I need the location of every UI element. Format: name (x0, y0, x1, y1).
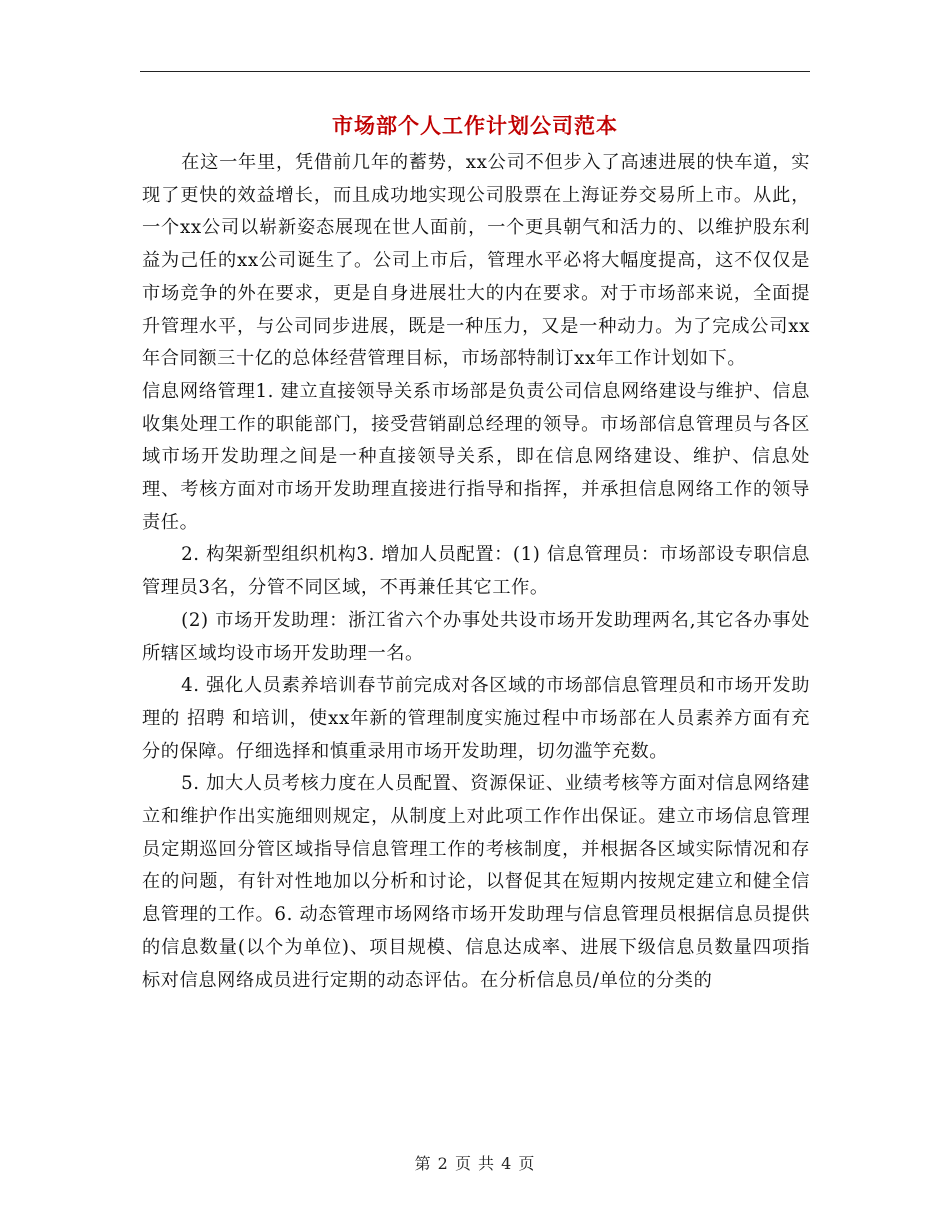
header-rule (140, 71, 810, 72)
paragraph-organization: 2. 构架新型组织机构3. 增加人员配置：(1) 信息管理员：市场部设专职信息管理员3名，分管不同区域，不再兼任其它工作。 (142, 544, 810, 599)
paragraph-network-management: 信息网络管理1. 建立直接领导关系市场部是负责公司信息网络建设与维护、信息收集处理工作的职能部门，接受营销副总经理的领导。市场部信息管理员与各区域市场开发助理之间是一种直接领导关系，即在信息网络建设、维护、信息处理、考核方面对市场开发助理直接进行指导和指挥，并承担信息网络工作的领导责任。 (142, 380, 810, 533)
paragraph-assessment: 5. 加大人员考核力度在人员配置、资源保证、业绩考核等方面对信息网络建立和维护作出实施细则规定，从制度上对此项工作作出保证。建立市场信息管理员定期巡回分管区域指导信息管理工作的考核制度，并根据各区域实际情况和存在的问题，有针对性地加以分析和讨论，以督促其在短期内按规定建立和健全信息管理的工作。6. 动态管理市场网络市场开发助理与信息管理员根据信息员提供的信息数量(以个为单位)、项目规模、信息达成率、进展下级信息员数量四项指标对信息网络成员进行定期的动态评估。在分析信息员/单位的分类的 (142, 773, 810, 991)
paragraph-market-assistant: (2) 市场开发助理：浙江省六个办事处共设市场开发助理两名,其它各办事处所辖区域均设市场开发助理一名。 (142, 609, 810, 664)
document-body (142, 147, 810, 997)
page-number-footer: 第 2 页 共 4 页 (414, 1154, 536, 1173)
paragraph-intro: 在这一年里，凭借前几年的蓄势，xx公司不但步入了高速进展的快车道，实现了更快的效益增长，而且成功地实现公司股票在上海证券交易所上市。从此，一个xx公司以崭新姿态展现在世人面前，一个更具朝气和活力的、以维护股东利益为己任的xx公司诞生了。公司上市后，管理水平必将大幅度提高，这不仅仅是市场竞争的外在要求，更是自身进展壮大的内在要求。对于市场部来说，全面提升管理水平，与公司同步进展，既是一种压力，又是一种动力。为了完成公司xx年合同额三十亿的总体经营管理目标，市场部特制订xx年工作计划如下。 (142, 152, 810, 370)
document-title: 市场部个人工作计划公司范本 (332, 113, 618, 138)
paragraph-training: 4. 强化人员素养培训春节前完成对各区域的市场部信息管理员和市场开发助理的 招聘 和培训，使xx年新的管理制度实施过程中市场部在人员素养方面有充分的保障。仔细选择和慎重录用市场开发助理，切勿滥竽充数。 (142, 675, 810, 762)
